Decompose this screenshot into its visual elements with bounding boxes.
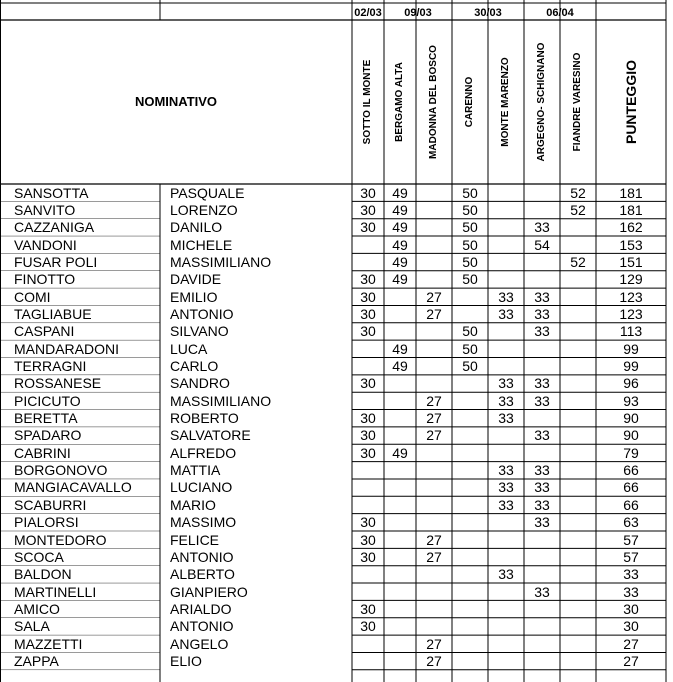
surname-cell: FUSAR POLI	[14, 253, 98, 270]
name-cell: MICHELE	[170, 236, 233, 253]
race-score-cell: 33	[534, 496, 550, 513]
total-score-cell: 181	[619, 201, 643, 218]
total-score-cell: 96	[623, 375, 639, 392]
race-header-4: CARENNO	[464, 76, 475, 128]
total-score-cell: 123	[619, 305, 643, 322]
total-score-cell: 30	[623, 600, 639, 617]
name-cell: SILVANO	[170, 323, 229, 340]
race-score-cell: 33	[534, 479, 550, 496]
race-date-1: 02/03	[354, 7, 382, 19]
total-score-cell: 33	[623, 583, 639, 600]
race-score-cell: 33	[534, 427, 550, 444]
race-score-cell: 49	[392, 236, 408, 253]
surname-cell: SPADARO	[14, 427, 82, 444]
total-score-cell: 33	[623, 566, 639, 583]
race-score-cell: 50	[462, 358, 478, 374]
race-date-3: 30/03	[474, 7, 502, 19]
race-score-cell: 33	[534, 288, 550, 305]
name-cell: ELIO	[170, 652, 202, 669]
race-score-cell: 30	[360, 201, 376, 218]
race-score-cell: 49	[392, 340, 408, 357]
name-cell: MASSIMILIANO	[170, 253, 272, 270]
race-score-cell: 27	[426, 548, 442, 565]
race-score-cell: 49	[392, 201, 408, 218]
name-cell: ROBERTO	[170, 410, 239, 427]
total-score-cell: 30	[623, 618, 639, 635]
name-cell: DANILO	[170, 219, 223, 236]
name-cell: ANTONIO	[170, 618, 234, 635]
name-cell: CARLO	[170, 358, 219, 374]
surname-cell: SALA	[14, 618, 50, 635]
race-score-cell: 54	[534, 236, 550, 253]
race-score-cell: 50	[462, 253, 478, 270]
race-score-cell: 30	[360, 600, 376, 617]
name-cell: LORENZO	[170, 201, 238, 218]
race-header-6: ARGEGNO- SCHIGNANO	[536, 42, 547, 162]
total-score-cell: 129	[619, 271, 643, 288]
total-score-cell: 162	[619, 219, 643, 236]
name-cell: ANGELO	[170, 635, 229, 652]
total-score-cell: 90	[623, 410, 639, 427]
race-score-cell: 49	[392, 358, 408, 374]
race-score-cell: 27	[426, 410, 442, 427]
name-cell: LUCIANO	[170, 479, 233, 496]
surname-cell: AMICO	[14, 600, 60, 617]
race-header-1: SOTTO IL MONTE	[362, 59, 373, 145]
race-score-cell: 33	[498, 462, 514, 479]
surname-cell: MONTEDORO	[14, 531, 107, 548]
race-score-cell: 33	[498, 566, 514, 583]
race-header-3: MADONNA DEL BOSCO	[428, 45, 439, 159]
nominativo-header: NOMINATIVO	[134, 94, 218, 109]
total-score-cell: 123	[619, 288, 643, 305]
surname-cell: MARTINELLI	[14, 583, 97, 600]
race-score-cell: 49	[392, 184, 408, 201]
race-score-cell: 30	[360, 375, 376, 392]
race-score-cell: 50	[462, 201, 478, 218]
total-score-cell: 27	[623, 635, 639, 652]
race-score-cell: 33	[534, 323, 550, 340]
race-score-cell: 30	[360, 618, 376, 635]
race-score-cell: 30	[360, 184, 376, 201]
race-header-5: MONTE MARENZO	[500, 57, 511, 147]
race-header-7: FIANDRE VARESINO	[572, 52, 583, 152]
race-score-cell: 27	[426, 288, 442, 305]
race-score-cell: 27	[426, 635, 442, 652]
race-score-cell: 30	[360, 323, 376, 340]
race-score-cell: 33	[498, 496, 514, 513]
race-score-cell: 30	[360, 219, 376, 236]
race-score-cell: 33	[498, 410, 514, 427]
surname-cell: BALDON	[14, 566, 72, 583]
total-score-cell: 79	[623, 444, 639, 461]
total-score-cell: 181	[619, 184, 643, 201]
total-score-cell: 153	[619, 236, 643, 253]
name-cell: LUCA	[170, 340, 208, 357]
name-cell: MASSIMILIANO	[170, 392, 272, 409]
race-score-cell: 33	[498, 375, 514, 392]
race-date-2: 09/03	[404, 7, 432, 19]
name-cell: ANTONIO	[170, 305, 234, 322]
surname-cell: COMI	[14, 288, 51, 305]
race-score-cell: 33	[498, 288, 514, 305]
race-header-2: BERGAMO ALTA	[394, 62, 405, 142]
total-score-cell: 90	[623, 427, 639, 444]
race-score-cell: 33	[498, 305, 514, 322]
total-score-cell: 99	[623, 358, 639, 374]
name-cell: SANDRO	[170, 375, 230, 392]
race-score-cell: 50	[462, 184, 478, 201]
name-cell: EMILIO	[170, 288, 218, 305]
race-score-cell: 50	[462, 323, 478, 340]
name-cell: MATTIA	[170, 462, 221, 479]
race-score-cell: 30	[360, 410, 376, 427]
total-score-cell: 27	[623, 652, 639, 669]
punteggio-header: PUNTEGGIO	[623, 60, 639, 145]
total-score-cell: 63	[623, 514, 639, 531]
surname-cell: SCABURRI	[14, 496, 87, 513]
race-score-cell: 27	[426, 652, 442, 669]
race-score-cell: 50	[462, 271, 478, 288]
surname-cell: PIALORSI	[14, 514, 79, 531]
race-score-cell: 33	[534, 305, 550, 322]
surname-cell: MANGIACAVALLO	[14, 479, 132, 496]
surname-cell: TAGLIABUE	[14, 305, 92, 322]
surname-cell: BERETTA	[14, 410, 78, 427]
surname-cell: CAZZANIGA	[14, 219, 95, 236]
name-cell: PASQUALE	[170, 184, 245, 201]
name-cell: ANTONIO	[170, 548, 234, 565]
name-cell: ALBERTO	[170, 566, 235, 583]
race-score-cell: 33	[534, 583, 550, 600]
name-cell: SALVATORE	[170, 427, 251, 444]
surname-cell: SCOCA	[14, 548, 64, 565]
race-score-cell: 30	[360, 531, 376, 548]
race-score-cell: 33	[534, 219, 550, 236]
total-score-cell: 151	[619, 253, 643, 270]
race-score-cell: 30	[360, 271, 376, 288]
race-score-cell: 33	[534, 392, 550, 409]
race-date-4: 06/04	[546, 7, 574, 19]
race-score-cell: 33	[534, 514, 550, 531]
surname-cell: ZAPPA	[14, 652, 59, 669]
race-score-cell: 49	[392, 253, 408, 270]
total-score-cell: 93	[623, 392, 639, 409]
race-score-cell: 30	[360, 514, 376, 531]
race-score-cell: 30	[360, 305, 376, 322]
name-cell: MARIO	[170, 496, 216, 513]
race-score-cell: 49	[392, 444, 408, 461]
race-score-cell: 30	[360, 444, 376, 461]
race-score-cell: 33	[498, 479, 514, 496]
total-score-cell: 66	[623, 496, 639, 513]
race-score-cell: 33	[534, 375, 550, 392]
race-score-cell: 27	[426, 392, 442, 409]
race-score-cell: 50	[462, 219, 478, 236]
race-score-cell: 49	[392, 271, 408, 288]
race-score-cell: 27	[426, 531, 442, 548]
surname-cell: MANDARADONI	[14, 340, 120, 357]
race-score-cell: 30	[360, 548, 376, 565]
name-cell: FELICE	[170, 531, 220, 548]
race-score-cell: 30	[360, 427, 376, 444]
race-score-cell: 33	[498, 392, 514, 409]
race-score-cell: 52	[570, 253, 586, 270]
surname-cell: MAZZETTI	[14, 635, 83, 652]
surname-cell: TERRAGNI	[14, 358, 87, 374]
total-score-cell: 99	[623, 340, 639, 357]
race-score-cell: 49	[392, 219, 408, 236]
total-score-cell: 57	[623, 531, 639, 548]
total-score-cell: 66	[623, 479, 639, 496]
name-cell: DAVIDE	[170, 271, 222, 288]
surname-cell: CASPANI	[14, 323, 75, 340]
surname-cell: ROSSANESE	[14, 375, 102, 392]
surname-cell: SANVITO	[14, 201, 76, 218]
surname-cell: CABRINI	[14, 444, 71, 461]
surname-cell: SANSOTTA	[14, 184, 89, 201]
surname-cell: VANDONI	[14, 236, 77, 253]
race-score-cell: 50	[462, 340, 478, 357]
total-score-cell: 113	[619, 323, 643, 340]
surname-cell: BORGONOVO	[14, 462, 108, 479]
race-score-cell: 27	[426, 305, 442, 322]
surname-cell: FINOTTO	[14, 271, 76, 288]
name-cell: ALFREDO	[170, 444, 237, 461]
name-cell: MASSIMO	[170, 514, 237, 531]
name-cell: GIANPIERO	[170, 583, 248, 600]
name-cell: ARIALDO	[170, 600, 232, 617]
race-score-cell: 27	[426, 427, 442, 444]
race-score-cell: 52	[570, 201, 586, 218]
race-score-cell: 50	[462, 236, 478, 253]
race-score-cell: 52	[570, 184, 586, 201]
race-score-cell: 33	[534, 462, 550, 479]
total-score-cell: 66	[623, 462, 639, 479]
total-score-cell: 57	[623, 548, 639, 565]
race-score-cell: 30	[360, 288, 376, 305]
surname-cell: PICICUTO	[14, 392, 81, 409]
